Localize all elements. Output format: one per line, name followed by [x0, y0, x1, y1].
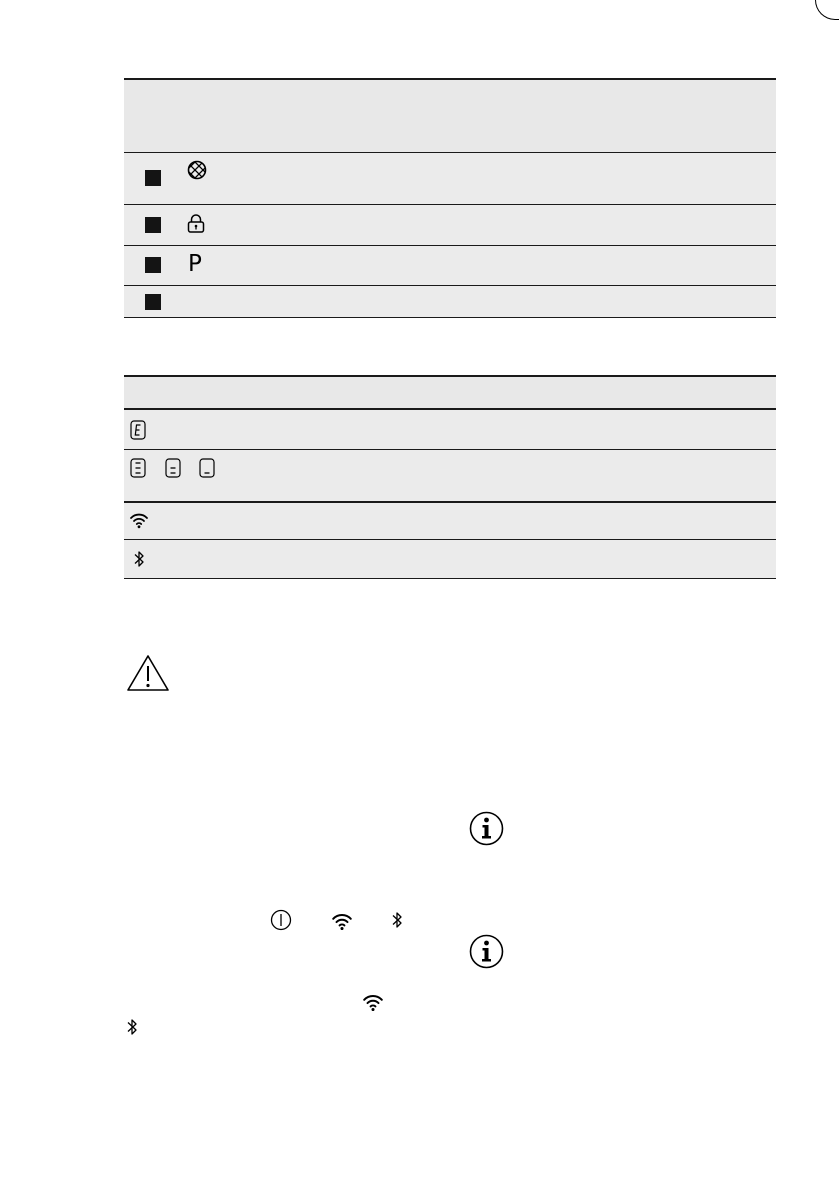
warning-triangle-icon: [126, 654, 170, 692]
crop-mark: [815, 0, 839, 20]
table-row: [124, 204, 776, 245]
power-icon: [270, 909, 292, 931]
display-table: [124, 375, 776, 579]
cooking-zone-icon: [187, 160, 207, 180]
table-row: [124, 152, 776, 204]
display-table-header: [124, 375, 776, 408]
table-row: [124, 539, 776, 579]
p-letter-icon: P: [188, 251, 202, 277]
info-circle-icon: [469, 934, 504, 969]
info-circle-icon: [469, 811, 504, 846]
table-row: [124, 285, 776, 318]
table-row: [124, 449, 776, 501]
indicator-table-header: [124, 78, 776, 152]
table-row: [124, 408, 776, 449]
wifi-icon: [331, 911, 353, 931]
bluetooth-icon: [390, 910, 404, 930]
padlock-icon: [187, 214, 205, 234]
indicator-table: [124, 78, 776, 318]
table-row: [124, 245, 776, 285]
level-low-icon: [199, 458, 215, 478]
bluetooth-icon: [125, 1017, 139, 1037]
bluetooth-icon: [132, 549, 146, 569]
wifi-icon: [129, 511, 149, 529]
level-mid-icon: [165, 458, 181, 478]
level-high-icon: [130, 458, 146, 478]
indicator-square: [145, 170, 161, 186]
e-display-icon: [130, 420, 146, 440]
wifi-icon: [362, 992, 384, 1012]
indicator-square: [145, 257, 161, 273]
indicator-square: [145, 294, 161, 310]
table-row: [124, 501, 776, 539]
indicator-square: [145, 217, 161, 233]
